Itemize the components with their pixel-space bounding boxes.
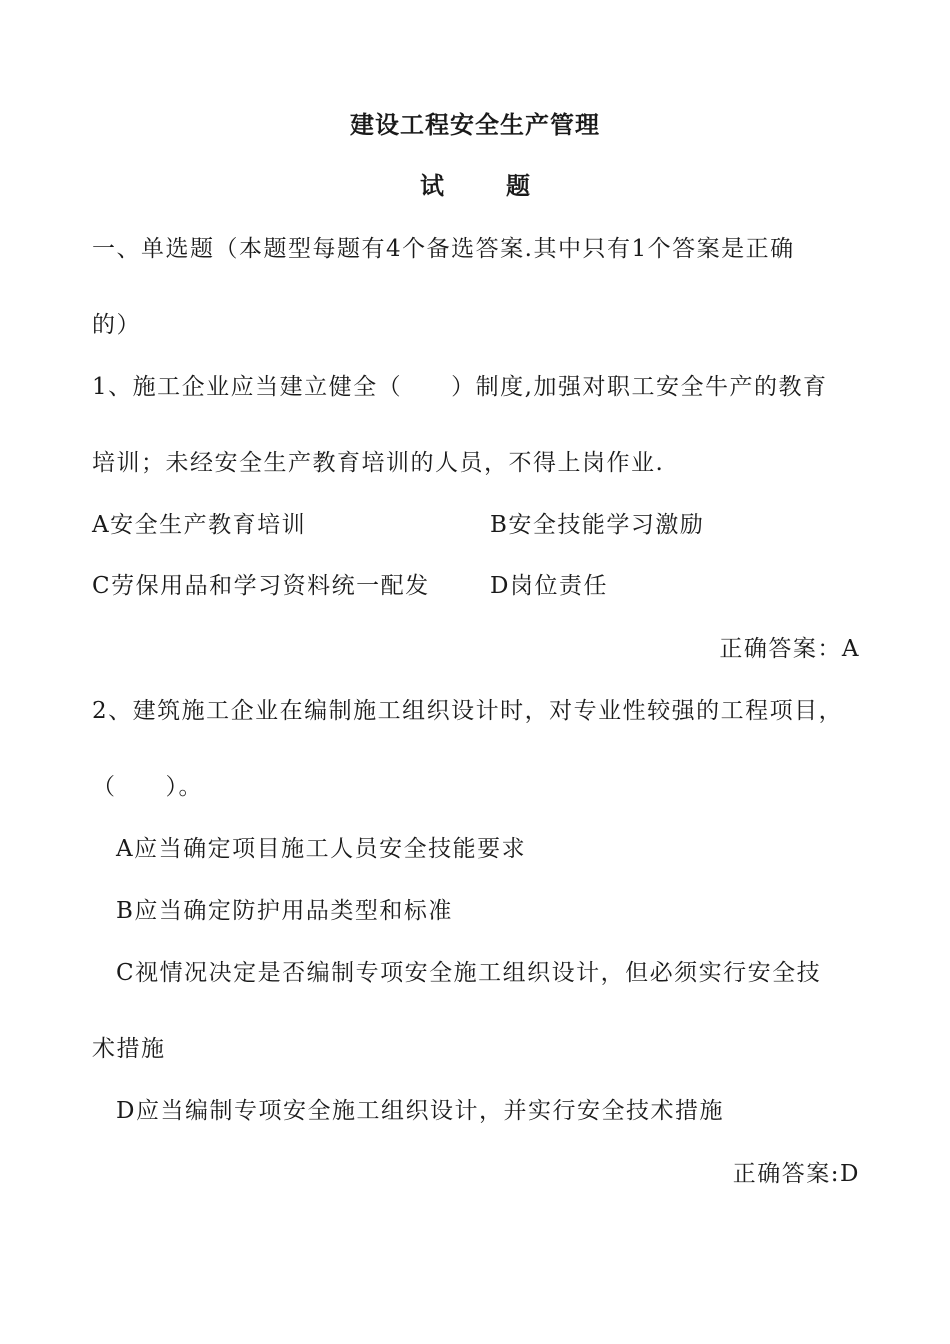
question-2-line2: （ ）。 xyxy=(92,774,203,800)
question-1-option-d: D岗位责任 xyxy=(490,573,608,599)
question-1-option-c: C劳保用品和学习资料统一配发 xyxy=(92,573,430,599)
question-2-option-c-line1: C视情况决定是否编制专项安全施工组织设计，但必须实行安全技 xyxy=(116,960,822,986)
document-title: 建设工程安全生产管理 xyxy=(350,110,600,139)
subtitle-char-2: 题 xyxy=(506,171,530,200)
section-heading-line1: 一、单选题（本题型每题有4个备选答案.其中只有1个答案是正确 xyxy=(92,236,795,262)
question-1-line2: 培训；未经安全生产教育培训的人员，不得上岗作业. xyxy=(92,450,665,476)
document-subtitle xyxy=(0,171,950,201)
question-1-line1: 1、施工企业应当建立健全（ ）制度,加强对职工安全牛产的教育 xyxy=(92,374,828,400)
question-1-option-b: B安全技能学习激励 xyxy=(490,512,705,538)
question-1-option-a: A安全生产教育培训 xyxy=(92,512,307,538)
question-2-answer: 正确答案:D xyxy=(732,1161,860,1187)
question-2-line1: 2、建筑施工企业在编制施工组织设计时，对专业性较强的工程项目， xyxy=(92,698,844,724)
question-2-option-d: D应当编制专项安全施工组织设计，并实行安全技术措施 xyxy=(116,1098,724,1124)
subtitle-char-1: 试 xyxy=(420,171,444,200)
question-2-option-c-line2: 术措施 xyxy=(92,1036,166,1062)
question-2-option-a: A应当确定项目施工人员安全技能要求 xyxy=(116,836,527,862)
question-1-answer: 正确答案：A xyxy=(719,636,860,662)
section-heading-line2: 的） xyxy=(92,312,141,338)
question-2-option-b: B应当确定防护用品类型和标准 xyxy=(116,898,453,924)
